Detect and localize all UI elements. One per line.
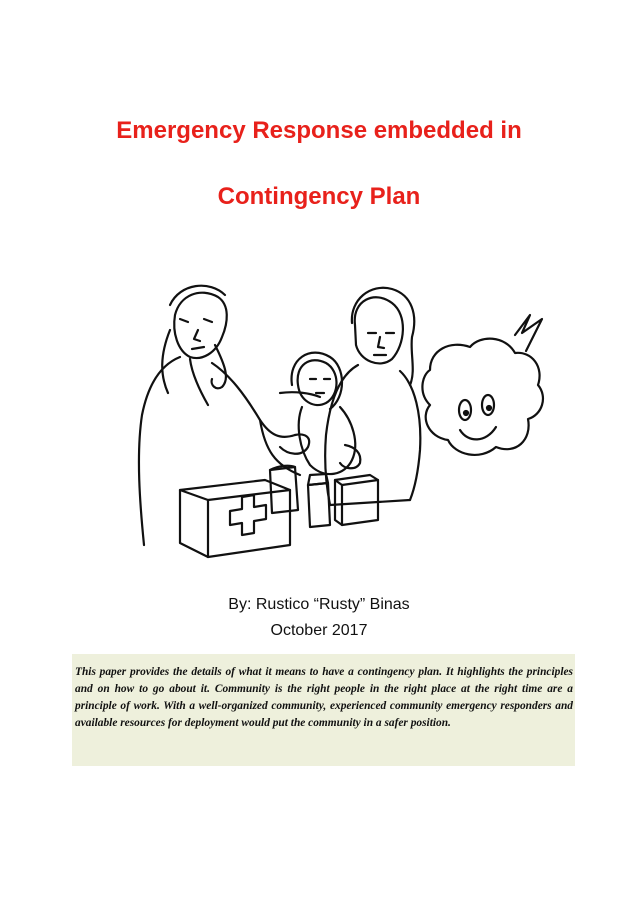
doctor-figure <box>139 286 320 545</box>
date-line: October 2017 <box>270 622 368 639</box>
author-line: By: Rustico “Rusty” Binas <box>228 596 410 613</box>
cloud-mascot <box>422 315 543 455</box>
title-line-2: Contingency Plan <box>217 183 421 210</box>
title-line-1: Emergency Response embedded in <box>116 117 522 144</box>
supply-bottles <box>270 466 378 527</box>
first-aid-kit <box>180 480 290 557</box>
abstract-text: This paper provides the details of what it means to have a contingency plan. It highlights the principles and on how to go about it. Community is the right people in the right place at the right time are a principle of work. With a well-organized community, experienced community emergency responders and available resources for deployment would put the community in a safer position. <box>75 666 573 729</box>
cover-illustration <box>130 275 550 560</box>
abstract-box <box>72 654 575 766</box>
